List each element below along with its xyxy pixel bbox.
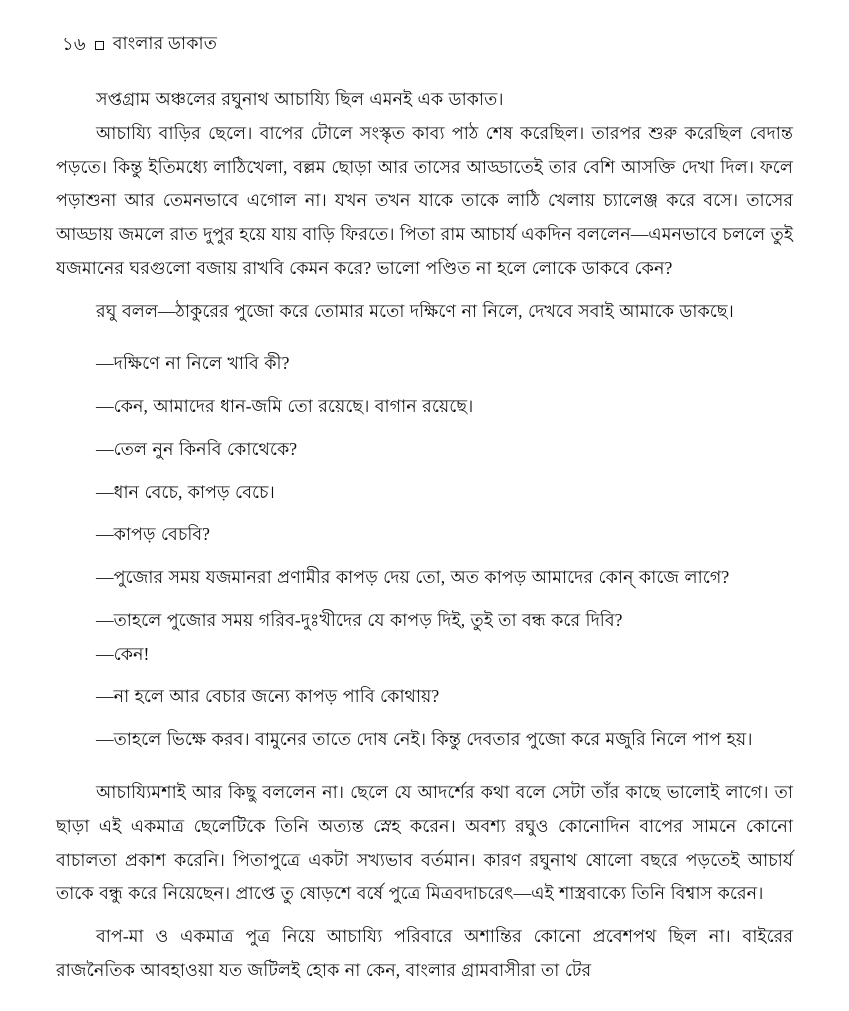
paragraph: রঘু বলল—ঠাকুরের পুজো করে তোমার মতো দক্ষিণে না নিলে, দেখবে সবাই আমাকে ডাকছে। xyxy=(96,300,734,321)
book-title: বাংলার ডাকাত xyxy=(112,33,218,53)
paragraph: আচায্যিমশাই আর কিছু বললেন না। ছেলে যে আদর্শের কথা বলে সেটা তাঁর কাছে ভালোই লাগে। তা ছাড়া এই একমাত্র ছেলেটিকে তিনি অত্যন্ত স্নেহ করেন। অবশ্য রঘুও কোনোদিন বাপের সামনে কোনো বাচালতা প্রকাশ করেনি। পিতাপুত্রে একটা সখ্যভাব বর্তমান। কারণ রঘুনাথ ষোলো বছরে পড়তেই আচার্য তাকে বন্ধু করে নিয়েছেন। প্রাপ্তে তু ষোড়শে বর্ষে পুত্রে মিত্রবদাচরেৎ—এই শাস্ত্রবাক্যে তিনি বিশ্বাস করেন। xyxy=(56,782,793,904)
dialogue-line: —তাহলে ভিক্ষে করব। বামুনের তাতে দোষ নেই। কিন্তু দেবতার পুজো করে মজুরি নিলে পাপ হয়। xyxy=(96,729,753,750)
dialogue-line: —কাপড় বেচবি? xyxy=(96,524,210,545)
page-number: ১৬ xyxy=(62,34,86,54)
page-body xyxy=(56,83,793,988)
dialogue-line: —তাহলে পুজোর সময় গরিব-দুঃখীদের যে কাপড় দিই, তুই তা বন্ধ করে দিবি? xyxy=(96,609,623,630)
paragraph-gap xyxy=(56,757,793,767)
dialogue-line: —কেন, আমাদের ধান-জমি তো রয়েছে। বাগান রয়েছে। xyxy=(96,396,474,417)
paragraph-gap xyxy=(56,328,793,338)
dialogue-line: —কেন! xyxy=(96,643,150,664)
page-header xyxy=(56,30,793,61)
dialogue-line: —দক্ষিণে না নিলে খাবি কী? xyxy=(96,353,290,374)
dialogue-line: —তেল নুন কিনবি কোথেকে? xyxy=(96,438,298,459)
paragraph: আচায্যি বাড়ির ছেলে। বাপের টোলে সংস্কৃত কাব্য পাঠ শেষ করেছিল। তারপর শুরু করেছিল বেদান্ত পড়তে। কিন্তু ইতিমধ্যে লাঠিখেলা, বল্লম ছোড়া আর তাসের আড্ডাতেই তার বেশি আসক্তি দেখা দিল। ফলে পড়াশুনা আর তেমনভাবে এগোল না। যখন তখন যাকে তাকে লাঠি খেলায় চ্যালেঞ্জ করে বসে। তাসের আড্ডায় জমলে রাত দুপুর হয়ে যায় বাড়ি ফিরতে। পিতা রাম আচার্য একদিন বললেন—এমনভাবে চললে তুই যজমানের ঘরগুলো বজায় রাখবি কেমন করে? ভালো পণ্ডিত না হলে লোকে ডাকবে কেন? xyxy=(56,122,793,278)
paragraph: বাপ-মা ও একমাত্র পুত্র নিয়ে আচায্যি পরিবারে অশান্তির কোনো প্রবেশপথ ছিল না। বাইরের রাজনৈতিক আবহাওয়া যত জটিলই হোক না কেন, বাংলার গ্রামবাসীরা তা টের xyxy=(56,926,793,980)
paragraph: সপ্তগ্রাম অঞ্চলের রঘুনাথ আচায্যি ছিল এমনই এক ডাকাত। xyxy=(96,89,504,109)
dialogue-line: —না হলে আর বেচার জন্যে কাপড় পাবি কোথায়? xyxy=(96,686,440,707)
dialogue-line: —পুজোর সময় যজমানরা প্রণামীর কাপড় দেয় তো, অত কাপড় আমাদের কোন্ কাজে লাগে? xyxy=(96,567,730,588)
square-bullet-icon xyxy=(95,41,104,50)
dialogue-line: —ধান বেচে, কাপড় বেচে। xyxy=(96,481,275,502)
